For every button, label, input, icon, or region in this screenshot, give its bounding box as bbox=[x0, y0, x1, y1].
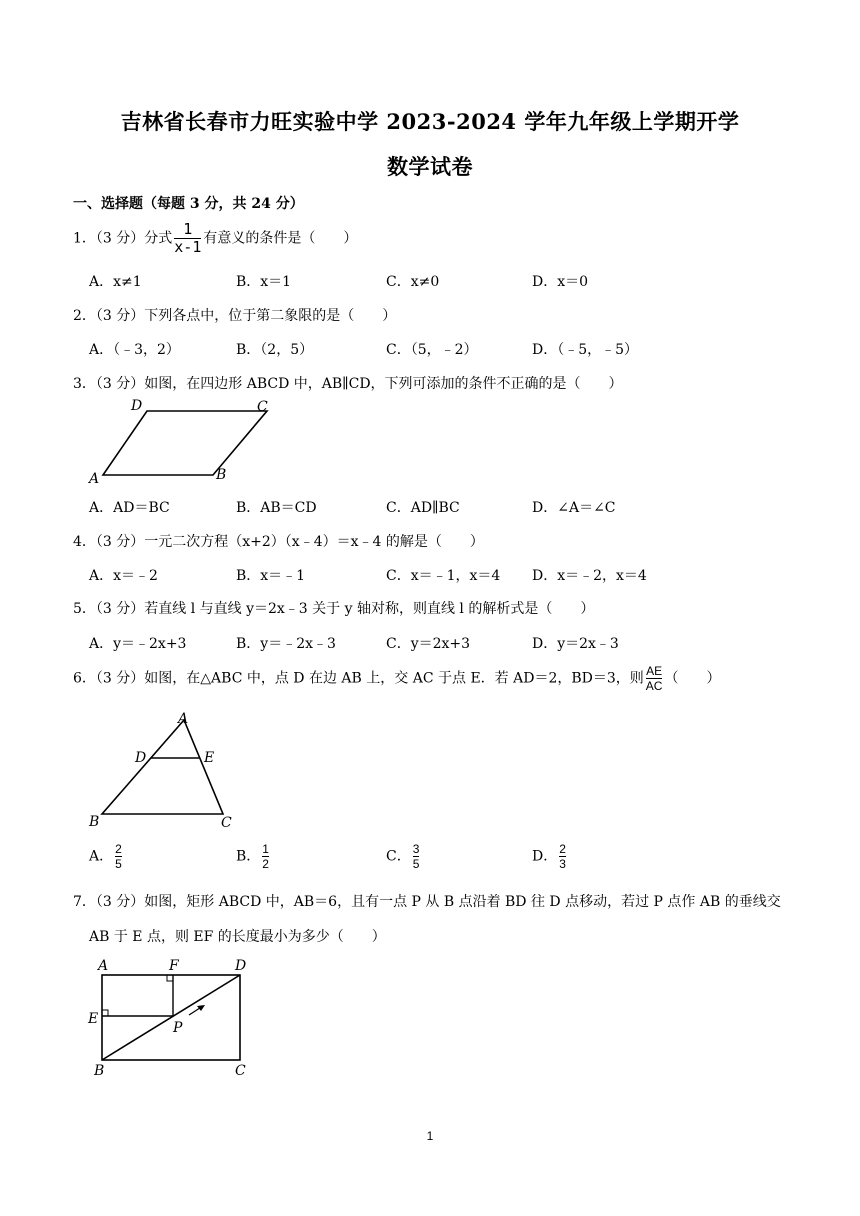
fraction-denominator: 5 bbox=[115, 857, 122, 871]
label-c: C bbox=[221, 815, 232, 831]
q1-option-a: A．x≠1 bbox=[89, 274, 142, 290]
q3-option-c: C．AD∥BC bbox=[386, 500, 460, 516]
q1-option-c: C．x≠0 bbox=[386, 274, 440, 290]
q2-option-d: D．（﹣5，﹣5） bbox=[532, 342, 639, 358]
question-1-pre: 1．（3 分）分式 bbox=[73, 230, 173, 247]
option-fraction bbox=[262, 843, 269, 870]
q4-option-a: A．x＝﹣2 bbox=[89, 568, 158, 584]
rectangle-figure bbox=[85, 954, 255, 1082]
q2-option-a: A．（﹣3，2） bbox=[89, 342, 180, 358]
fraction-numerator: 1 bbox=[183, 220, 193, 238]
q6-option-a bbox=[89, 843, 124, 870]
question-5: 5．（3 分）若直线 l 与直线 y＝2x﹣3 关于 y 轴对称，则直线 l 的解析式是（ ） bbox=[73, 601, 595, 617]
q2-option-c: C．（5，﹣2） bbox=[386, 342, 478, 358]
fraction-numerator: 1 bbox=[262, 842, 269, 856]
fraction-numerator: 2 bbox=[115, 842, 122, 856]
document-title-line2: 数学试卷 bbox=[387, 154, 473, 179]
parallelogram-figure bbox=[85, 397, 285, 489]
q4-option-b: B．x＝﹣1 bbox=[236, 568, 306, 584]
question-1-fraction bbox=[174, 222, 201, 255]
q1-option-d: D．x＝0 bbox=[532, 274, 589, 290]
fraction-denominator: x-1 bbox=[174, 238, 202, 256]
label-e: E bbox=[204, 750, 215, 766]
label-p: P bbox=[173, 1020, 183, 1036]
page-number: 1 bbox=[426, 1129, 434, 1143]
right-angle-e bbox=[102, 1010, 108, 1016]
question-6-post: （ ） bbox=[664, 670, 721, 687]
q5-option-d: D．y＝2x﹣3 bbox=[532, 636, 619, 652]
fraction-denominator: AC bbox=[645, 679, 663, 693]
label-c: C bbox=[235, 1063, 246, 1079]
label-b: B bbox=[216, 467, 227, 483]
question-1-post: 有意义的条件是（ ） bbox=[203, 230, 358, 247]
q6-option-c bbox=[386, 843, 421, 870]
q5-option-a: A．y＝﹣2x+3 bbox=[89, 636, 187, 652]
q3-option-a: A．AD＝BC bbox=[89, 500, 170, 516]
question-1 bbox=[73, 222, 357, 255]
option-fraction bbox=[413, 843, 420, 870]
section-heading: 一、选择题（每题 3 分，共 24 分） bbox=[73, 196, 304, 212]
label-b: B bbox=[89, 814, 100, 830]
q3-option-b: B．AB＝CD bbox=[236, 500, 317, 516]
fraction-numerator: AE bbox=[646, 664, 663, 678]
option-label: C． bbox=[386, 848, 411, 865]
parallelogram-shape bbox=[103, 411, 267, 475]
label-d: D bbox=[235, 958, 247, 974]
label-a: A bbox=[89, 471, 100, 487]
question-2: 2．（3 分）下列各点中，位于第二象限的是（ ） bbox=[73, 308, 397, 324]
label-a: A bbox=[178, 711, 189, 727]
option-label: B． bbox=[236, 848, 261, 865]
question-7-line2: AB 于 E 点，则 EF 的长度最小为多少（ ） bbox=[89, 929, 386, 945]
document-title-line1: 吉林省长春市力旺实验中学 2023-2024 学年九年级上学期开学 bbox=[120, 109, 740, 134]
right-angle-f bbox=[167, 975, 173, 981]
q1-option-b: B．x＝1 bbox=[236, 274, 292, 290]
label-c: C bbox=[257, 399, 268, 415]
fraction-denominator: 3 bbox=[559, 857, 566, 871]
fraction-numerator: 3 bbox=[412, 842, 420, 856]
fraction-denominator: 2 bbox=[262, 857, 269, 871]
question-6 bbox=[73, 665, 720, 692]
diagonal-bd bbox=[102, 975, 240, 1060]
q4-option-d: D．x＝﹣2，x＝4 bbox=[532, 568, 647, 584]
q6-option-b bbox=[236, 843, 271, 870]
question-4: 4．（3 分）一元二次方程（x+2）（x﹣4）＝x﹣4 的解是（ ） bbox=[73, 534, 484, 550]
fraction-denominator: 5 bbox=[412, 857, 420, 871]
q6-option-d bbox=[532, 843, 568, 870]
question-6-fraction bbox=[646, 665, 663, 692]
q5-option-c: C．y＝2x+3 bbox=[386, 636, 471, 652]
option-label: A． bbox=[89, 848, 114, 865]
question-7-line1: 7．（3 分）如图，矩形 ABCD 中，AB＝6，且有一点 P 从 B 点沿着 BD 往 D 点移动，若过 P 点作 AB 的垂线交 bbox=[73, 894, 781, 910]
q2-option-b: B．（2，5） bbox=[236, 342, 314, 358]
label-e: E bbox=[88, 1011, 99, 1027]
q5-option-b: B．y＝﹣2x﹣3 bbox=[236, 636, 336, 652]
triangle-figure bbox=[85, 708, 245, 832]
q4-option-c: C．x＝﹣1，x＝4 bbox=[386, 568, 501, 584]
question-6-pre: 6．（3 分）如图，在△ABC 中，点 D 在边 AB 上，交 AC 于点 E．若 AD＝2，BD＝3，则 bbox=[73, 670, 644, 687]
label-b: B bbox=[94, 1063, 105, 1079]
option-fraction bbox=[115, 843, 122, 870]
q3-option-d: D．∠A＝∠C bbox=[532, 500, 616, 516]
label-f: F bbox=[169, 958, 179, 974]
label-d: D bbox=[135, 750, 147, 766]
label-d: D bbox=[131, 398, 143, 414]
question-3: 3．（3 分）如图，在四边形 ABCD 中，AB∥CD，下列可添加的条件不正确的是（ ） bbox=[73, 376, 623, 392]
triangle-shape bbox=[102, 720, 223, 814]
fraction-numerator: 2 bbox=[559, 842, 566, 856]
label-a: A bbox=[98, 958, 109, 974]
arrow-head bbox=[197, 1005, 205, 1011]
option-label: D． bbox=[532, 848, 558, 865]
option-fraction bbox=[559, 843, 566, 870]
